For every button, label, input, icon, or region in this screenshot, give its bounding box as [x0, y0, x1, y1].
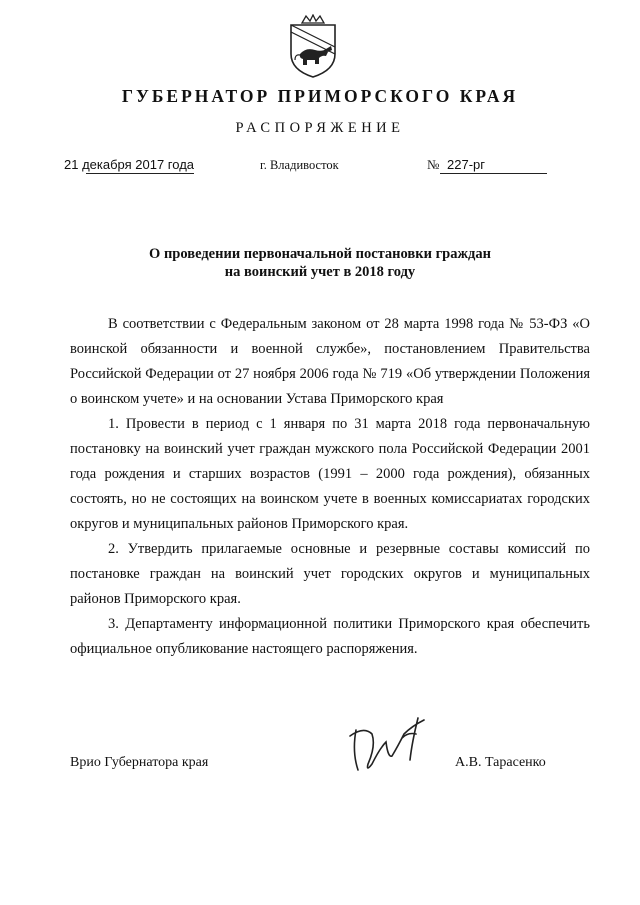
signatory-position: Врио Губернатора края: [70, 755, 209, 770]
signatory-name: А.В. Тарасенко: [455, 755, 546, 770]
title-line-2: на воинский учет в 2018 году: [224, 264, 416, 280]
document-city: г. Владивосток: [260, 158, 339, 172]
document-date: 21 декабря 2017 года: [64, 157, 195, 172]
document-title: [0, 245, 640, 281]
number-sign: №: [427, 157, 440, 172]
item-2-paragraph: 2. Утвердить прилагаемые основные и резервные составы комиссий по постановке граждан на воинский учет городских округов и муниципальных районов Приморского края.: [70, 541, 590, 607]
item-1-paragraph: 1. Провести в период с 1 января по 31 марта 2018 года первоначальную постановку на воинский учет граждан мужского пола Российской Федерации 2001 года рождения и старших возрастов (1991 – 2000 года рождения), обязанных состоять, но не состоящих на воинском учете в военных комиссариатах городских округов и муниципальных районов Приморского края.: [70, 416, 590, 532]
date-number-line: [0, 157, 640, 177]
number-underline: [440, 173, 547, 174]
date-underline: [86, 173, 194, 174]
document-body: [70, 312, 590, 662]
document-number: 227-рг: [447, 157, 485, 172]
item-3-paragraph: 3. Департаменту информационной политики Приморского края обеспечить официальное опубликование настоящего распоряжения.: [70, 616, 590, 657]
title-line-1: О проведении первоначальной постановки граждан: [149, 246, 491, 262]
coat-of-arms-icon: [286, 14, 340, 78]
preamble-paragraph: В соответствии с Федеральным законом от 28 марта 1998 года № 53-ФЗ «О воинской обязанности и военной службе», постановлением Правительства Российской Федерации от 27 ноября 2006 года № 719 «Об утверждении Положения о воинском учете» и на основании Устава Приморского края: [70, 316, 590, 407]
document-type: РАСПОРЯЖЕНИЕ: [235, 120, 405, 136]
issuing-authority: ГУБЕРНАТОР ПРИМОРСКОГО КРАЯ: [121, 86, 519, 106]
signature-block: [0, 755, 640, 779]
